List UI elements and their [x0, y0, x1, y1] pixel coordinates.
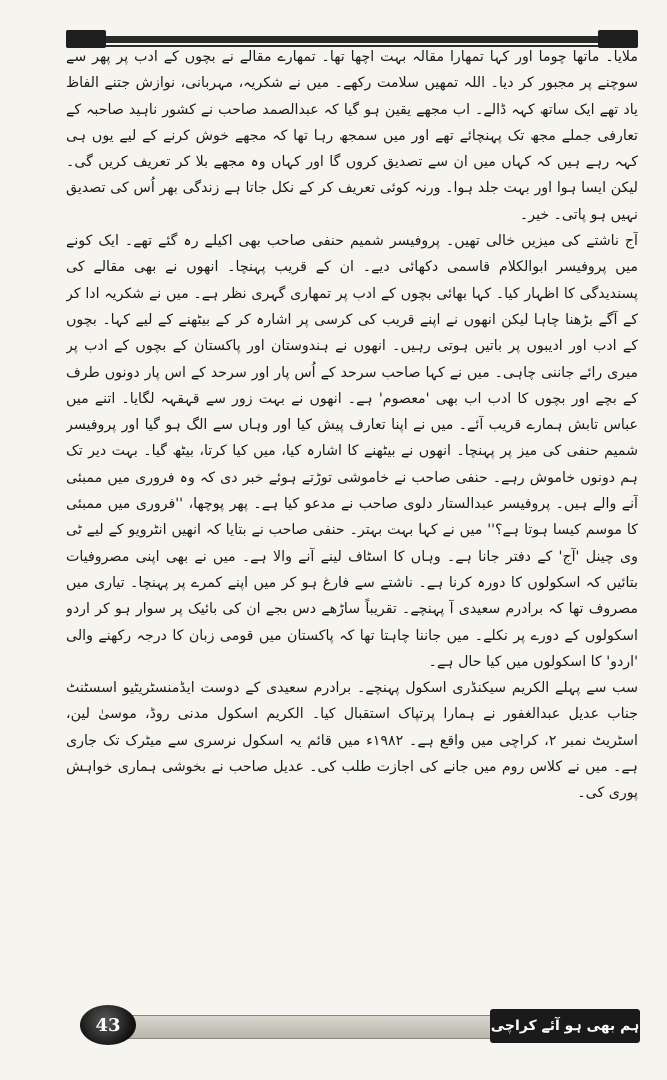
- paragraph-3: سب سے پہلے الکریم سیکنڈری اسکول پہنچے۔ برادرم سعیدی کے دوست ایڈمنسٹریٹیو اسسٹنٹ جناب عدیل عبدالغفور نے ہمارا پرتپاک استقبال کیا۔ الکریم اسکول مدنی روڈ، موسیٰ لین، اسٹریٹ نمبر ۲، کراچی میں واقع ہے۔ ۱۹۸۲ء میں قائم یہ اسکول نرسری سے میٹرک تک جاری ہے۔ میں نے کلاس روم میں جانے کی اجازت طلب کی۔ عدیل صاحب نے بخوشی ہماری خواہش پوری کی۔: [66, 680, 638, 802]
- paragraph-1: ملایا۔ ماتھا چوما اور کہا تمھارا مقالہ بہت اچھا تھا۔ تمھارے مقالے نے بچوں کے ادب پر پھر سے سوچنے پر مجبور کر دیا۔ اللہ تمھیں سلامت رکھے۔ میں نے شکریہ، مہربانی، نوازش جتنے الفاظ یاد تھے ایک ساتھ کہہ ڈالے۔ اب مجھے یقین ہو گیا کہ عبدالصمد صاحب نے کشور ناہید صاحبہ کے تعارفی جملے مجھ تک پہنچائے تھے اور میں سمجھ رہا تھا کہ مجھے خوش کرنے کے لیے یوں ہی کہہ رہے ہیں کہ کہاں میں ان سے تصدیق کروں گا اور کہاں وہ مجھے بلا کر تعریف کریں گی۔ لیکن ایسا ہوا اور بہت جلد ہوا۔ ورنہ کوئی تعریف کر کے نکل جاتا ہے زندگی بھر اُس کی تصدیق نہیں ہو پاتی۔ خیر۔: [66, 49, 638, 223]
- page-footer: [80, 1005, 640, 1047]
- footer-book-title: ہم بھی ہو آئے کراچی: [490, 1009, 640, 1043]
- page-number-badge: 43: [80, 1005, 136, 1045]
- rule-thick-line: [66, 36, 638, 43]
- page-body-text: [66, 44, 638, 999]
- paragraph-2: آج ناشتے کی میزیں خالی تھیں۔ پروفیسر شمیم حنفی صاحب بھی اکیلے رہ گئے تھے۔ ایک کونے میں پروفیسر ابوالکلام قاسمی دکھائی دیے۔ ان کے قریب پہنچا۔ انھوں نے بھی مقالے کی پسندیدگی کا اظہار کیا۔ کہا بھائی بچوں کے ادب پر تمھاری گہری نظر ہے۔ میں نے شکریہ ادا کر کے آگے بڑھنا چاہا لیکن انھوں نے اپنے قریب کی کرسی پر اشارہ کر کے بیٹھنے کے لیے کہا۔ بچوں کے ادب اور ادیبوں پر باتیں ہوتی رہیں۔ انھوں نے ہندوستان اور پاکستان کے بچوں کے ادب پر میری رائے جاننی چاہی۔ میں نے کہا صاحب سرحد کے اُس پار اور سرحد کے اس پار دونوں طرف کے بچے اور بچوں کا ادب اب بھی 'معصوم' ہے۔ انھوں نے بہت زور سے قہقہہ لگایا۔ اتنے میں عباس تابش ہمارے قریب آئے۔ میں نے اپنا تعارف پیش کیا اور وہاں سے الگ ہو گیا اور پروفیسر شمیم حنفی کی میز پر پہنچا۔ انھوں نے بیٹھنے کا اشارہ کیا، میں کیا کرتا، بیٹھ گیا۔ بہت دیر تک ہم دونوں خاموش رہے۔ حنفی صاحب نے خاموشی توڑتے ہوئے خبر دی کہ وہ فروری میں ممبئی آنے والے ہیں۔ پروفیسر عبدالستار دلوی صاحب نے مدعو کیا ہے۔ پھر پوچھا، ''فروری میں ممبئی کا موسم کیسا ہوتا ہے؟'' میں نے کہا بہت بہتر۔ حنفی صاحب نے بتایا کہ انھیں انٹرویو کے لیے ٹی وی چینل 'آج' کے دفتر جانا ہے۔ وہاں کا اسٹاف لینے آنے والا ہے۔ میں نے بھی اپنی مصروفیات بتائیں کہ اسکولوں کا دورہ کرنا ہے۔ ناشتے سے فارغ ہو کر میں اپنے کمرے پر پہنچا۔ تیاری میں مصروف تھا کہ برادرم سعیدی آ پہنچے۔ تقریباً ساڑھے دس بجے ان کی بائیک پر سوار ہو کر اردو اسکولوں کے دورے پر نکلے۔ میں جاننا چاہتا تھا کہ پاکستان میں قومی زبان کا درجہ رکھنے والی 'اردو' کا اسکولوں میں کیا حال ہے۔: [66, 233, 638, 670]
